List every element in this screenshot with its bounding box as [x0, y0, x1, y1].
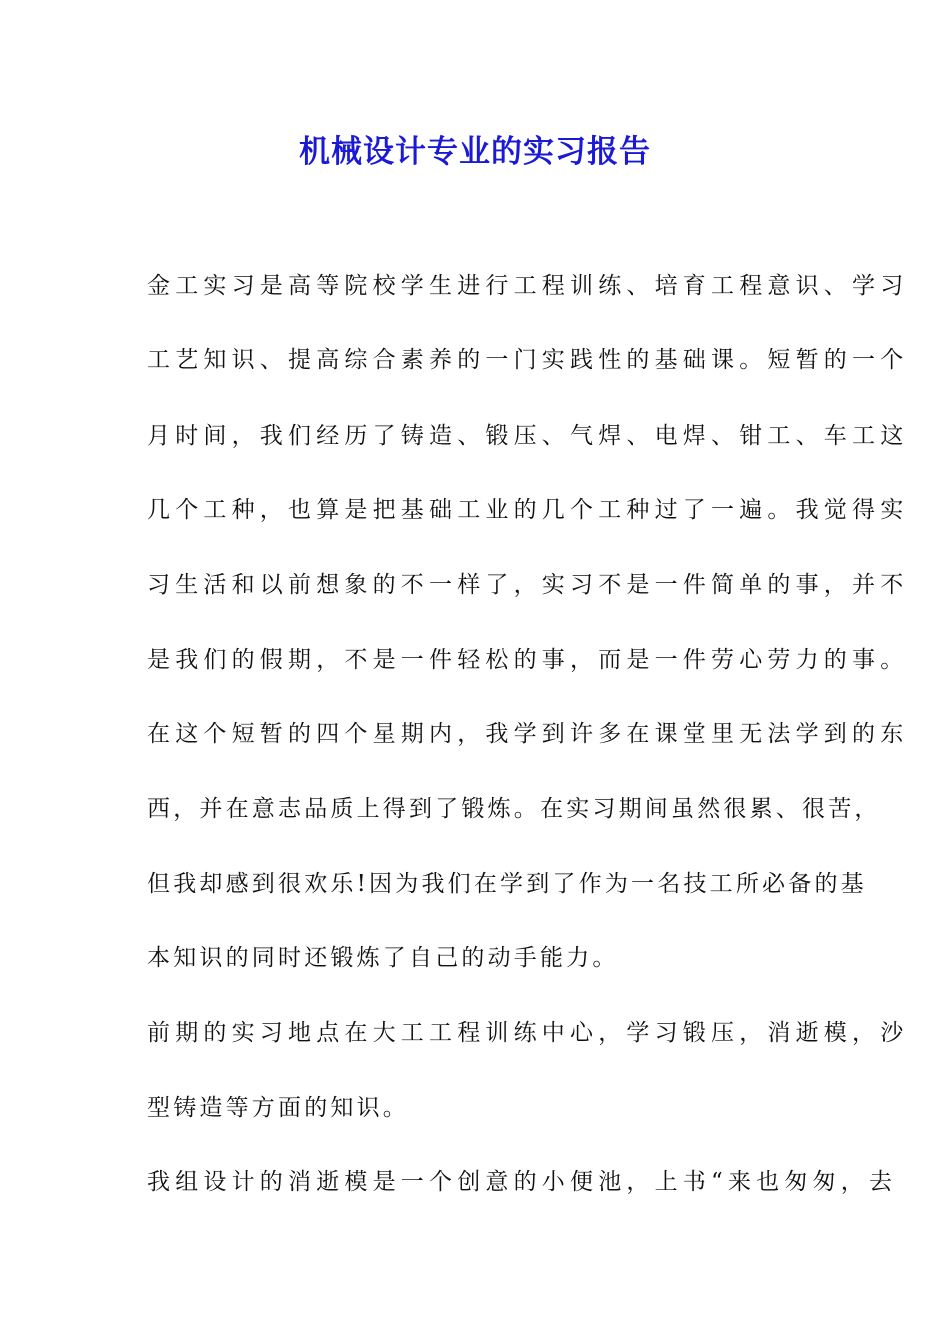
body-line: 我组设计的消逝模是一个创意的小便池，上书“来也匆匆，去 [147, 1169, 898, 1195]
body-line: 在这个短暂的四个星期内，我学到许多在课堂里无法学到的东 [147, 721, 909, 747]
body-line: 西，并在意志品质上得到了锻炼。在实习期间虽然很累、很苦， [147, 796, 881, 822]
body-line: 习生活和以前想象的不一样了，实习不是一件简单的事，并不 [147, 572, 909, 598]
body-line: 但我却感到很欢乐!因为我们在学到了作为一名技工所必备的基 [147, 871, 867, 897]
document-title: 机械设计专业的实习报告 [299, 134, 651, 170]
body-line: 工艺知识、提高综合素养的一门实践性的基础课。短暂的一个 [147, 347, 909, 373]
body-line: 月时间，我们经历了铸造、锻压、气焊、电焊、钳工、车工这 [147, 423, 909, 449]
body-line: 是我们的假期，不是一件轻松的事，而是一件劳心劳力的事。 [147, 647, 909, 673]
body-line: 几个工种，也算是把基础工业的几个工种过了一遍。我觉得实 [147, 497, 909, 523]
body-line: 金工实习是高等院校学生进行工程训练、培育工程意识、学习 [147, 273, 909, 299]
body-line: 型铸造等方面的知识。 [147, 1095, 409, 1121]
body-line: 前期的实习地点在大工工程训练中心，学习锻压，消逝模，沙 [147, 1020, 909, 1046]
body-line: 本知识的同时还锻炼了自己的动手能力。 [147, 945, 619, 971]
